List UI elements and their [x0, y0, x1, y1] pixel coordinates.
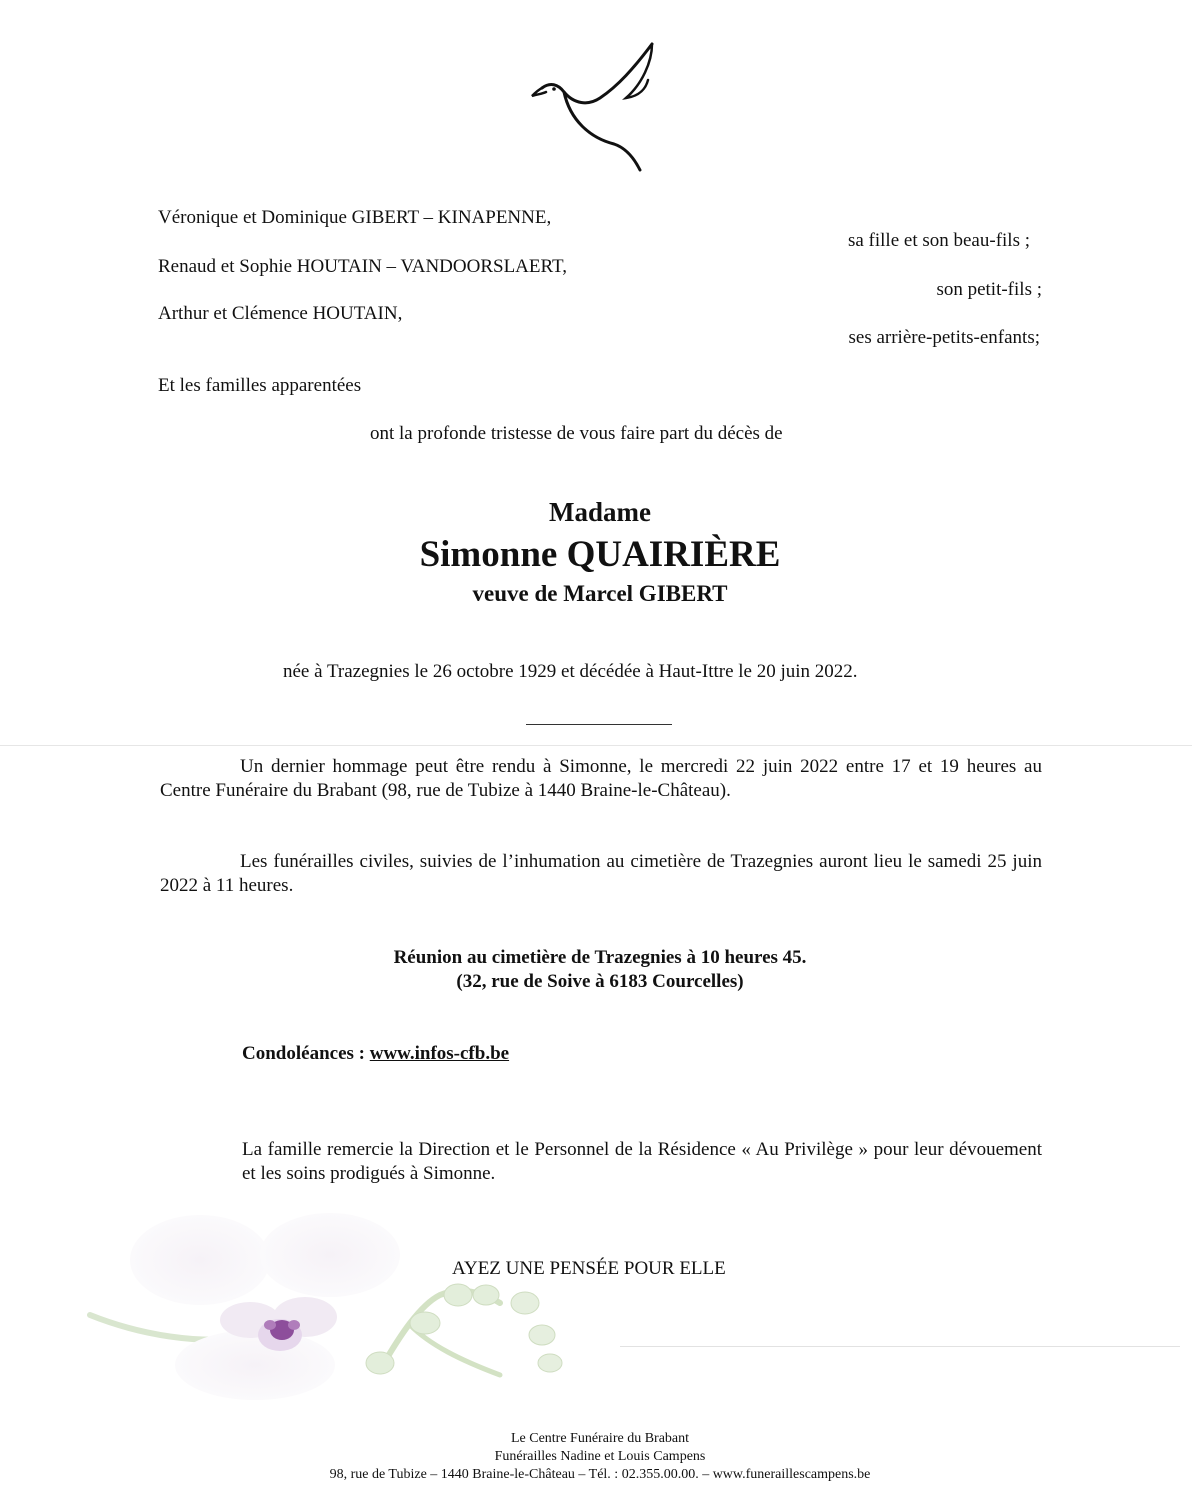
dove-icon	[530, 40, 660, 175]
deceased-name: Simonne QUAIRIÈRE	[419, 534, 781, 575]
meeting-line-1: Réunion au cimetière de Trazegnies à 10 heures 45.	[393, 947, 807, 968]
fold-line	[0, 745, 1192, 746]
family-relation-3: ses arrière-petits-enfants;	[848, 327, 1040, 348]
thanks-paragraph: La famille remercie la Direction et le Personnel de la Résidence « Au Privilège » pour leur dévouement et les soins prodigués à Simonne.	[242, 1139, 1042, 1184]
footer-line-1: Le Centre Funéraire du Brabant	[510, 1431, 690, 1446]
birth-death-line: née à Trazegnies le 26 octobre 1929 et décédée à Haut-Ittre le 20 juin 2022.	[283, 661, 858, 682]
family-relation-2: son petit-fils ;	[936, 279, 1042, 300]
closing-line: AYEZ UNE PENSÉE POUR ELLE	[452, 1258, 726, 1279]
family-name-3: Arthur et Clémence HOUTAIN,	[158, 303, 403, 324]
deceased-widow-of: veuve de Marcel GIBERT	[472, 581, 728, 606]
orchid-icon	[80, 1195, 620, 1405]
footer-rule	[620, 1346, 1180, 1347]
meeting-line-2: (32, rue de Soive à 6183 Courcelles)	[456, 971, 744, 992]
deceased-title: Madame	[549, 497, 651, 527]
footer-line-2: Funérailles Nadine et Louis Campens	[494, 1449, 706, 1464]
condolences-label: Condoléances :	[242, 1043, 370, 1064]
condolences-link[interactable]: www.infos-cfb.be	[369, 1043, 510, 1064]
announcement-line: ont la profonde tristesse de vous faire part du décès de	[370, 423, 783, 444]
separator-rule	[526, 724, 672, 725]
related-families: Et les familles apparentées	[158, 375, 362, 396]
family-name-1: Véronique et Dominique GIBERT – KINAPENNE,	[158, 207, 552, 228]
funeral-paragraph: Les funérailles civiles, suivies de l’inhumation au cimetière de Trazegnies auront lieu le samedi 25 juin 2022 à 11 heures.	[160, 851, 1042, 896]
condolences	[242, 1042, 509, 1066]
footer-line-3: 98, rue de Tubize – 1440 Braine-le-Château – Tél. : 02.355.00.00. – www.funeraillescampens.be	[329, 1467, 871, 1482]
family-name-2: Renaud et Sophie HOUTAIN – VANDOORSLAERT,	[158, 256, 567, 277]
tribute-paragraph: Un dernier hommage peut être rendu à Simonne, le mercredi 22 juin 2022 entre 17 et 19 heures au Centre Funéraire du Brabant (98, rue de Tubize à 1440 Braine-le-Château).	[160, 756, 1042, 801]
family-relation-1: sa fille et son beau-fils ;	[847, 230, 1030, 251]
